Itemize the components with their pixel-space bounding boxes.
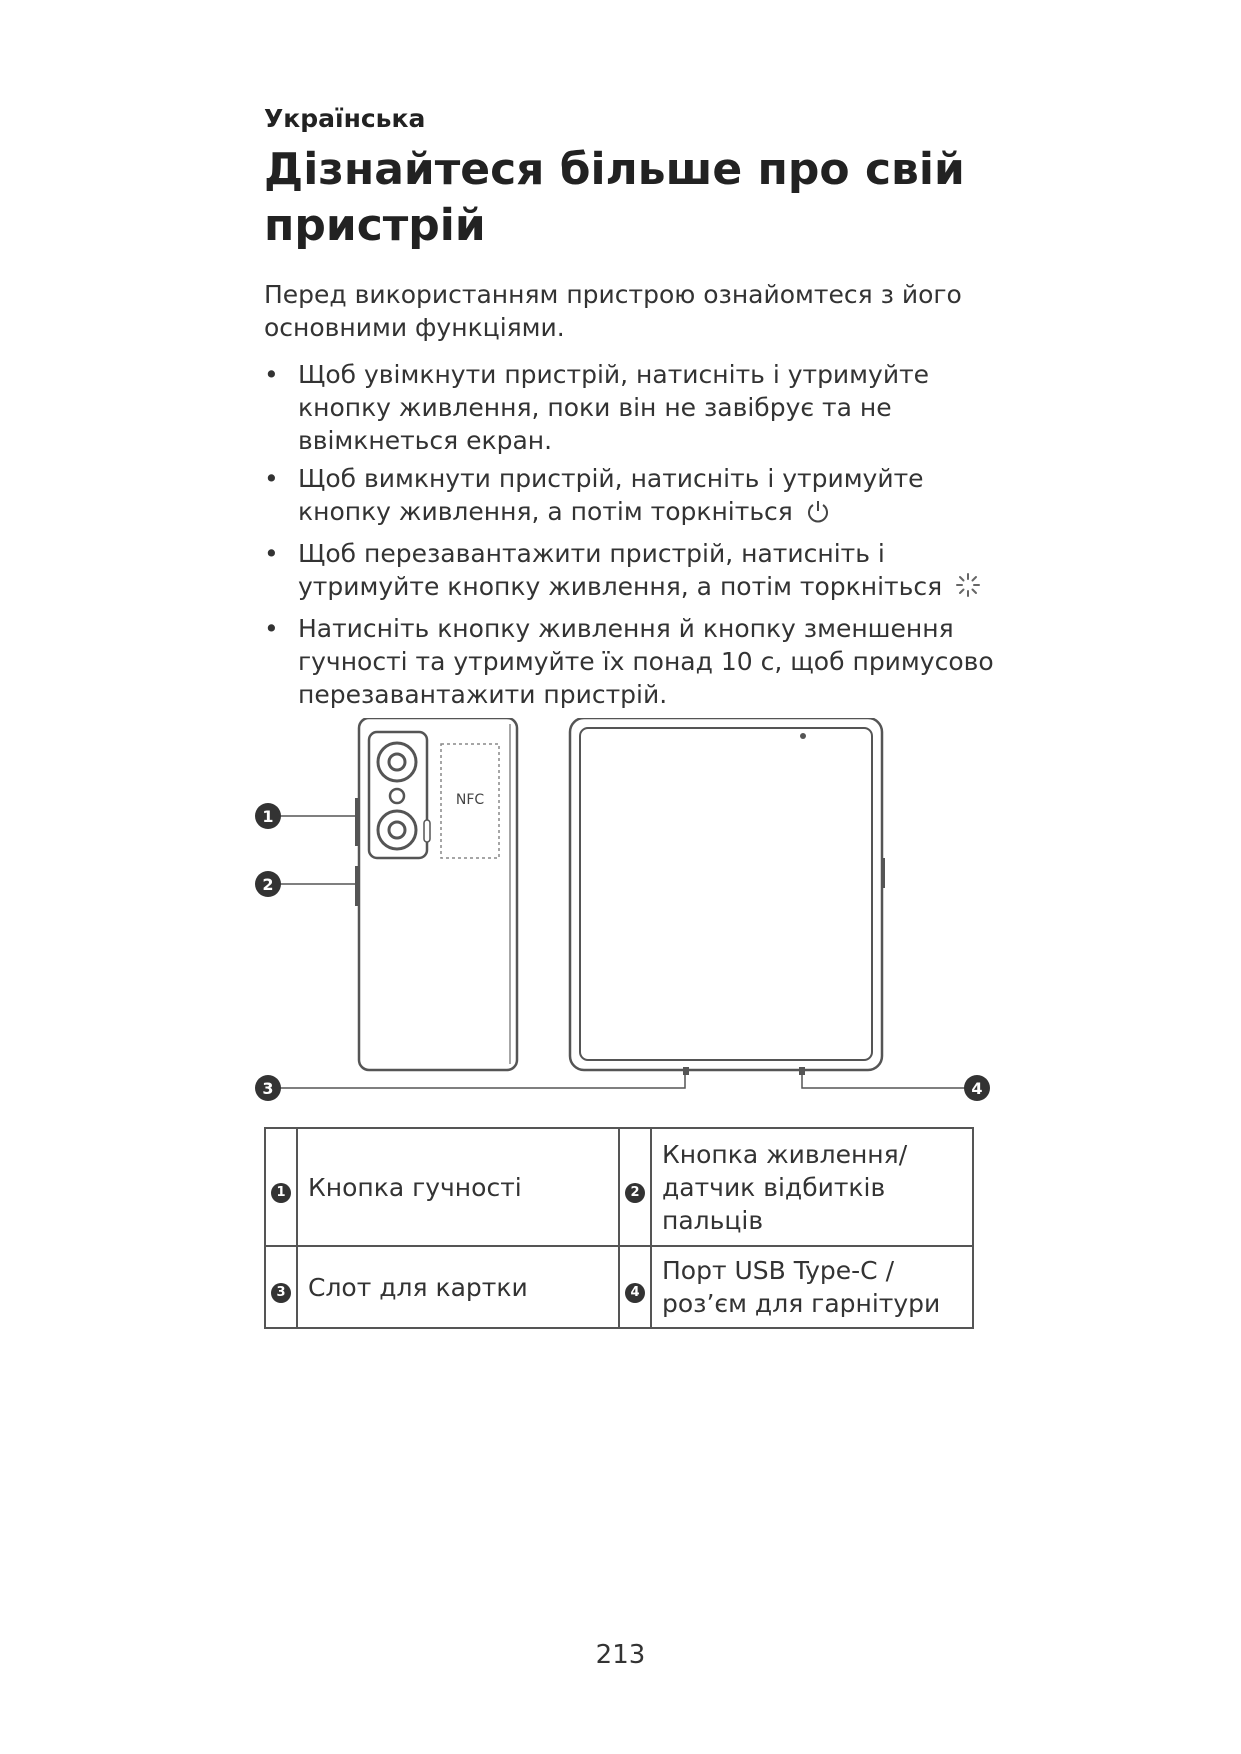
- legend-label: Слот для картки: [297, 1246, 619, 1328]
- page-number: 213: [595, 1640, 646, 1670]
- svg-text:1: 1: [262, 807, 274, 826]
- camera-lens-mid: [390, 789, 404, 803]
- side-button-right: [881, 858, 885, 888]
- bullet-dot: •: [264, 539, 279, 568]
- device-illustration: [255, 718, 995, 1118]
- table-row: [265, 1128, 973, 1246]
- callout-1: [255, 803, 281, 829]
- legend-badge: 4: [625, 1283, 645, 1303]
- front-camera: [800, 733, 806, 739]
- list-item: [264, 358, 1024, 457]
- bullet-dot: •: [264, 360, 279, 389]
- callout-3: [255, 1075, 281, 1101]
- list-item-text: Щоб увімкнути пристрій, натисніть і утримуйте кнопку живлення, поки він не завібрує та не ввімкнеться екран.: [298, 360, 930, 455]
- svg-text:3: 3: [262, 1079, 274, 1098]
- intro-paragraph: Перед використанням пристрою ознайомтеся з його основними функціями.: [264, 280, 962, 342]
- svg-text:4: 4: [971, 1079, 983, 1098]
- table-row: [265, 1246, 973, 1328]
- flash: [424, 820, 430, 842]
- language-label: Українська: [264, 104, 426, 133]
- legend-badge: 3: [271, 1283, 291, 1303]
- volume-button: [355, 798, 360, 846]
- legend-num-cell: [619, 1128, 651, 1246]
- list-item-text: Щоб вимкнути пристрій, натисніть і утримуйте кнопку живлення, а потім торкніться: [298, 464, 924, 526]
- phone-screen: [580, 728, 872, 1060]
- instructions-list: [264, 358, 1024, 716]
- bullet-dot: •: [264, 464, 279, 493]
- legend-label: Кнопка гучності: [297, 1128, 619, 1246]
- list-item: [264, 462, 1024, 532]
- legend-table: [264, 1127, 974, 1329]
- list-item: [264, 537, 1024, 607]
- power-icon: [805, 498, 831, 532]
- usb-port: [799, 1067, 805, 1075]
- legend-label: Кнопка живлення/ датчик відбитків пальців: [651, 1128, 973, 1246]
- legend-label: Порт USB Type-C / роз’єм для гарнітури: [651, 1246, 973, 1328]
- bullet-dot: •: [264, 614, 279, 643]
- legend-badge: 1: [271, 1183, 291, 1203]
- list-item-text: Щоб перезавантажити пристрій, натисніть і утримуйте кнопку живлення, а потім торкніться: [298, 539, 943, 601]
- legend-num-cell: [265, 1246, 297, 1328]
- callout-2: [255, 871, 281, 897]
- page-title: Дізнайтеся більше про свій пристрій: [264, 144, 965, 251]
- list-item: [264, 612, 1024, 711]
- legend-badge: 2: [625, 1183, 645, 1203]
- nfc-label: NFC: [455, 792, 485, 808]
- device-diagram: [255, 718, 995, 1118]
- power-button: [355, 866, 360, 906]
- legend-num-cell: [619, 1246, 651, 1328]
- restart-icon: [954, 571, 982, 607]
- svg-text:2: 2: [262, 875, 274, 894]
- legend-num-cell: [265, 1128, 297, 1246]
- card-slot: [683, 1067, 689, 1075]
- list-item-text: Натисніть кнопку живлення й кнопку зменшення гучності та утримуйте їх понад 10 с, щоб примусово перезавантажити пристрій.: [298, 614, 994, 709]
- callout-4: [964, 1075, 990, 1101]
